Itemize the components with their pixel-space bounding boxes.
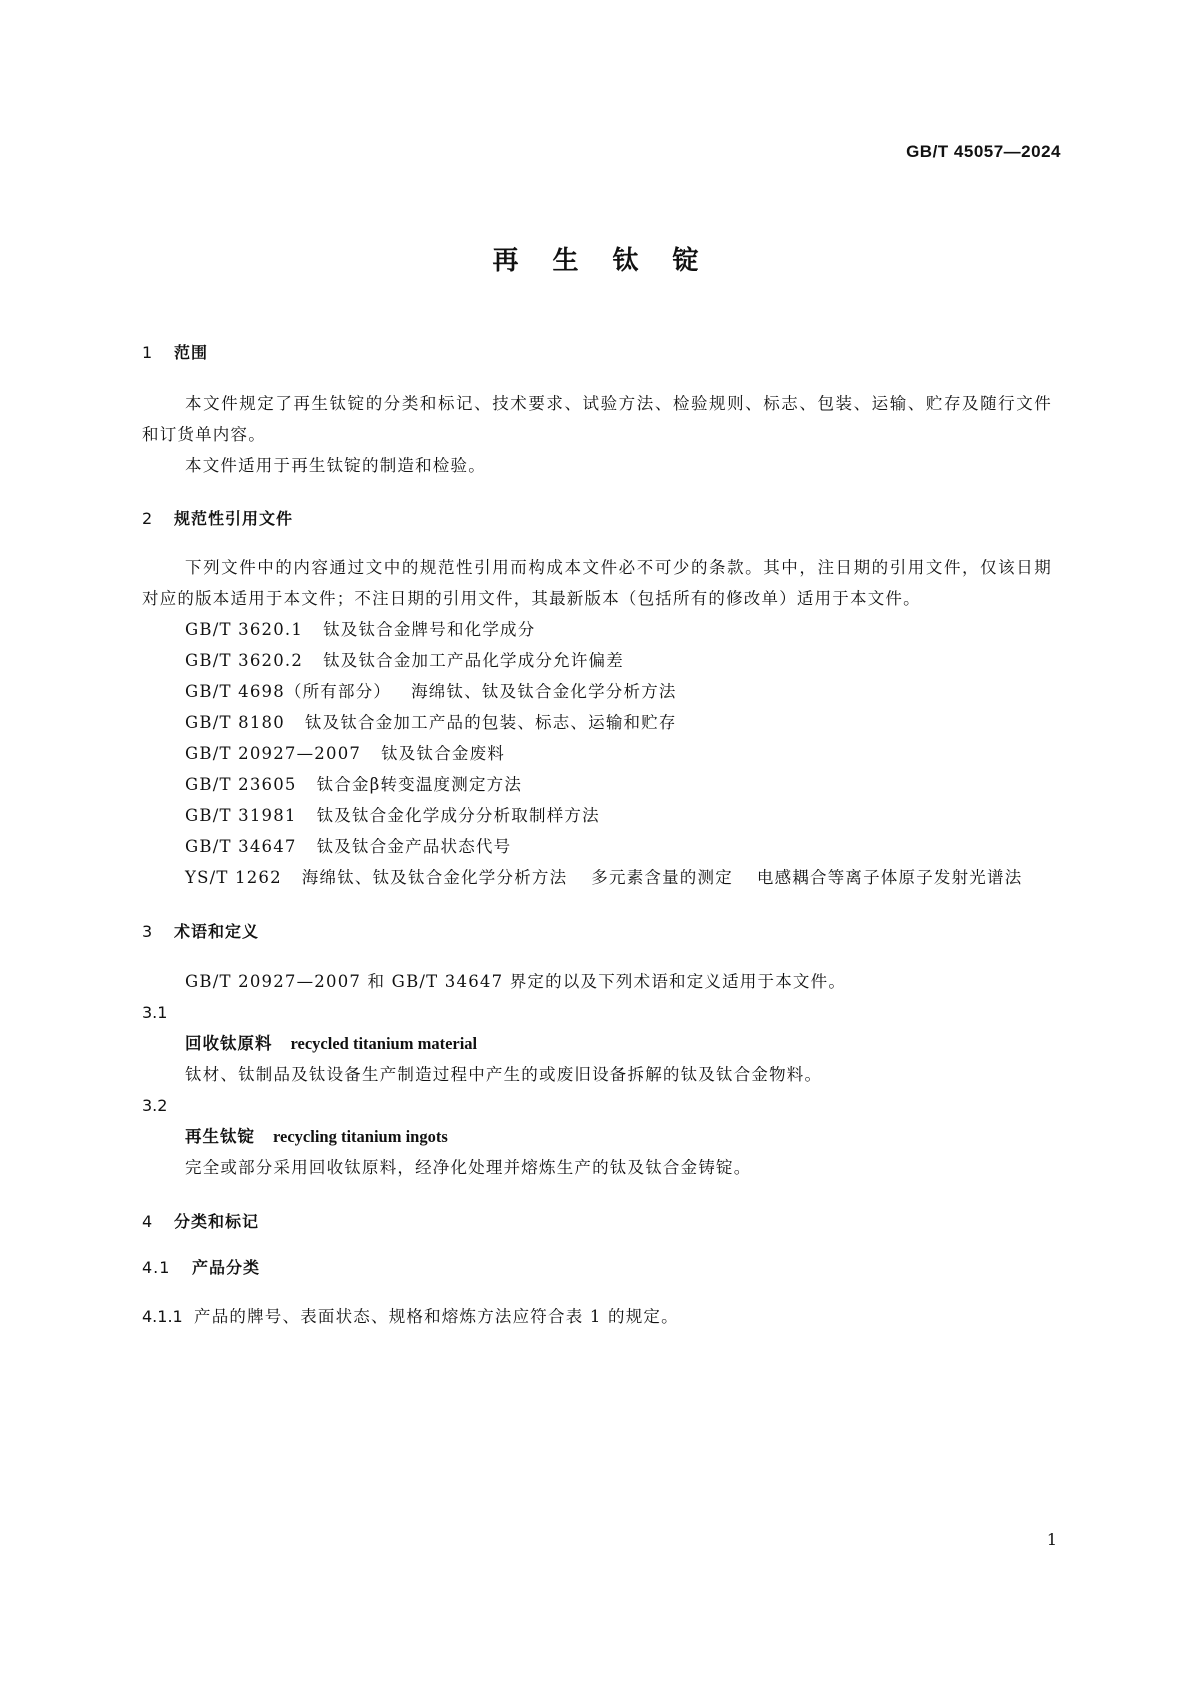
terms-intro: GB/T 20927—2007 和 GB/T 34647 界定的以及下列术语和定义适用于本文件。: [185, 972, 847, 991]
standard-number: GB/T 45057—2024: [906, 142, 1061, 161]
document-title: 再生钛锭: [492, 246, 733, 276]
term-definition: 完全或部分采用回收钛原料，经净化处理并熔炼生产的钛及钛合金铸锭。: [185, 1158, 752, 1177]
reference-item: [142, 769, 1052, 800]
term-number: 3.2: [142, 1096, 168, 1115]
subsection-number: 4.1: [142, 1258, 171, 1277]
clause-4-1-1: [142, 1301, 1052, 1332]
term-name-en: recycled titanium material: [290, 1034, 478, 1053]
term-entry: [142, 1090, 1052, 1183]
reference-item: [142, 645, 1052, 676]
reference-code: GB/T 3620.2: [185, 651, 304, 670]
subsection-4-1-heading: [142, 1256, 1052, 1280]
term-definition: 钛材、钛制品及钛设备生产制造过程中产生的或废旧设备拆解的钛及钛合金物料。: [185, 1065, 823, 1084]
reference-title-part: 多元素含量的测定: [591, 868, 733, 887]
reference-title: 钛及钛合金牌号和化学成分: [323, 620, 536, 639]
reference-item: [142, 676, 1052, 707]
reference-code: GB/T 4698（所有部分）: [185, 682, 392, 701]
reference-list: [142, 614, 1052, 893]
reference-title: 钛合金β转变温度测定方法: [316, 775, 523, 794]
term-entry: [142, 997, 1052, 1090]
reference-item: [142, 707, 1052, 738]
reference-title: 海绵钛、钛及钛合金化学分析方法: [411, 682, 677, 701]
reference-code: GB/T 20927—2007: [185, 744, 362, 763]
reference-item: [142, 738, 1052, 769]
section-title: 术语和定义: [174, 922, 260, 941]
reference-code: GB/T 8180: [185, 713, 285, 732]
section-3-heading: [142, 920, 1052, 944]
reference-title-part: 海绵钛、钛及钛合金化学分析方法: [301, 868, 568, 887]
section-number: 1: [142, 343, 154, 362]
subsection-title: 产品分类: [192, 1258, 261, 1277]
term-name-en: recycling titanium ingots: [273, 1127, 448, 1146]
reference-code: GB/T 34647: [185, 837, 297, 856]
section-4-heading: [142, 1210, 1052, 1234]
term-name-zh: 回收钛原料: [185, 1034, 273, 1053]
reference-item: [142, 862, 1052, 893]
term-name: [142, 1121, 1052, 1152]
reference-title: 钛及钛合金产品状态代号: [316, 837, 512, 856]
normative-references-intro: 下列文件中的内容通过文中的规范性引用而构成本文件必不可少的条款。其中，注日期的引用文件，仅该日期对应的版本适用于本文件；不注日期的引用文件，其最新版本（包括所有的修改单）适用于本文件。: [142, 558, 1052, 608]
section-title: 范围: [174, 343, 209, 362]
reference-title: 钛及钛合金化学成分分析取制样方法: [316, 806, 600, 825]
term-name: [142, 1028, 1052, 1059]
reference-code: GB/T 31981: [185, 806, 297, 825]
section-number: 3: [142, 922, 154, 941]
section-number: 4: [142, 1212, 154, 1231]
reference-code: GB/T 3620.1: [185, 620, 304, 639]
reference-item: [142, 831, 1052, 862]
page-number: 1: [1046, 1530, 1057, 1549]
scope-paragraph-2: 本文件适用于再生钛锭的制造和检验。: [185, 456, 486, 475]
reference-title-part: 电感耦合等离子体原子发射光谱法: [756, 868, 1023, 887]
reference-title: 钛及钛合金废料: [381, 744, 506, 763]
term-number: 3.1: [142, 1003, 168, 1022]
clause-text: 产品的牌号、表面状态、规格和熔炼方法应符合表 1 的规定。: [194, 1307, 679, 1326]
reference-code: YS/T 1262: [185, 868, 282, 887]
reference-title: 钛及钛合金加工产品的包装、标志、运输和贮存: [304, 713, 677, 732]
document-body: [142, 341, 1052, 1332]
section-title: 分类和标记: [174, 1212, 260, 1231]
clause-number: 4.1.1: [142, 1307, 183, 1326]
term-name-zh: 再生钛锭: [185, 1127, 255, 1146]
section-title: 规范性引用文件: [174, 509, 294, 528]
reference-title: 钛及钛合金加工产品化学成分允许偏差: [323, 651, 624, 670]
scope-paragraph-1: 本文件规定了再生钛锭的分类和标记、技术要求、试验方法、检验规则、标志、包装、运输、贮存及随行文件和订货单内容。: [142, 394, 1052, 444]
reference-code: GB/T 23605: [185, 775, 297, 794]
section-2-heading: [142, 507, 1052, 531]
section-number: 2: [142, 509, 154, 528]
reference-item: [142, 614, 1052, 645]
section-1-heading: [142, 341, 1052, 365]
reference-item: [142, 800, 1052, 831]
